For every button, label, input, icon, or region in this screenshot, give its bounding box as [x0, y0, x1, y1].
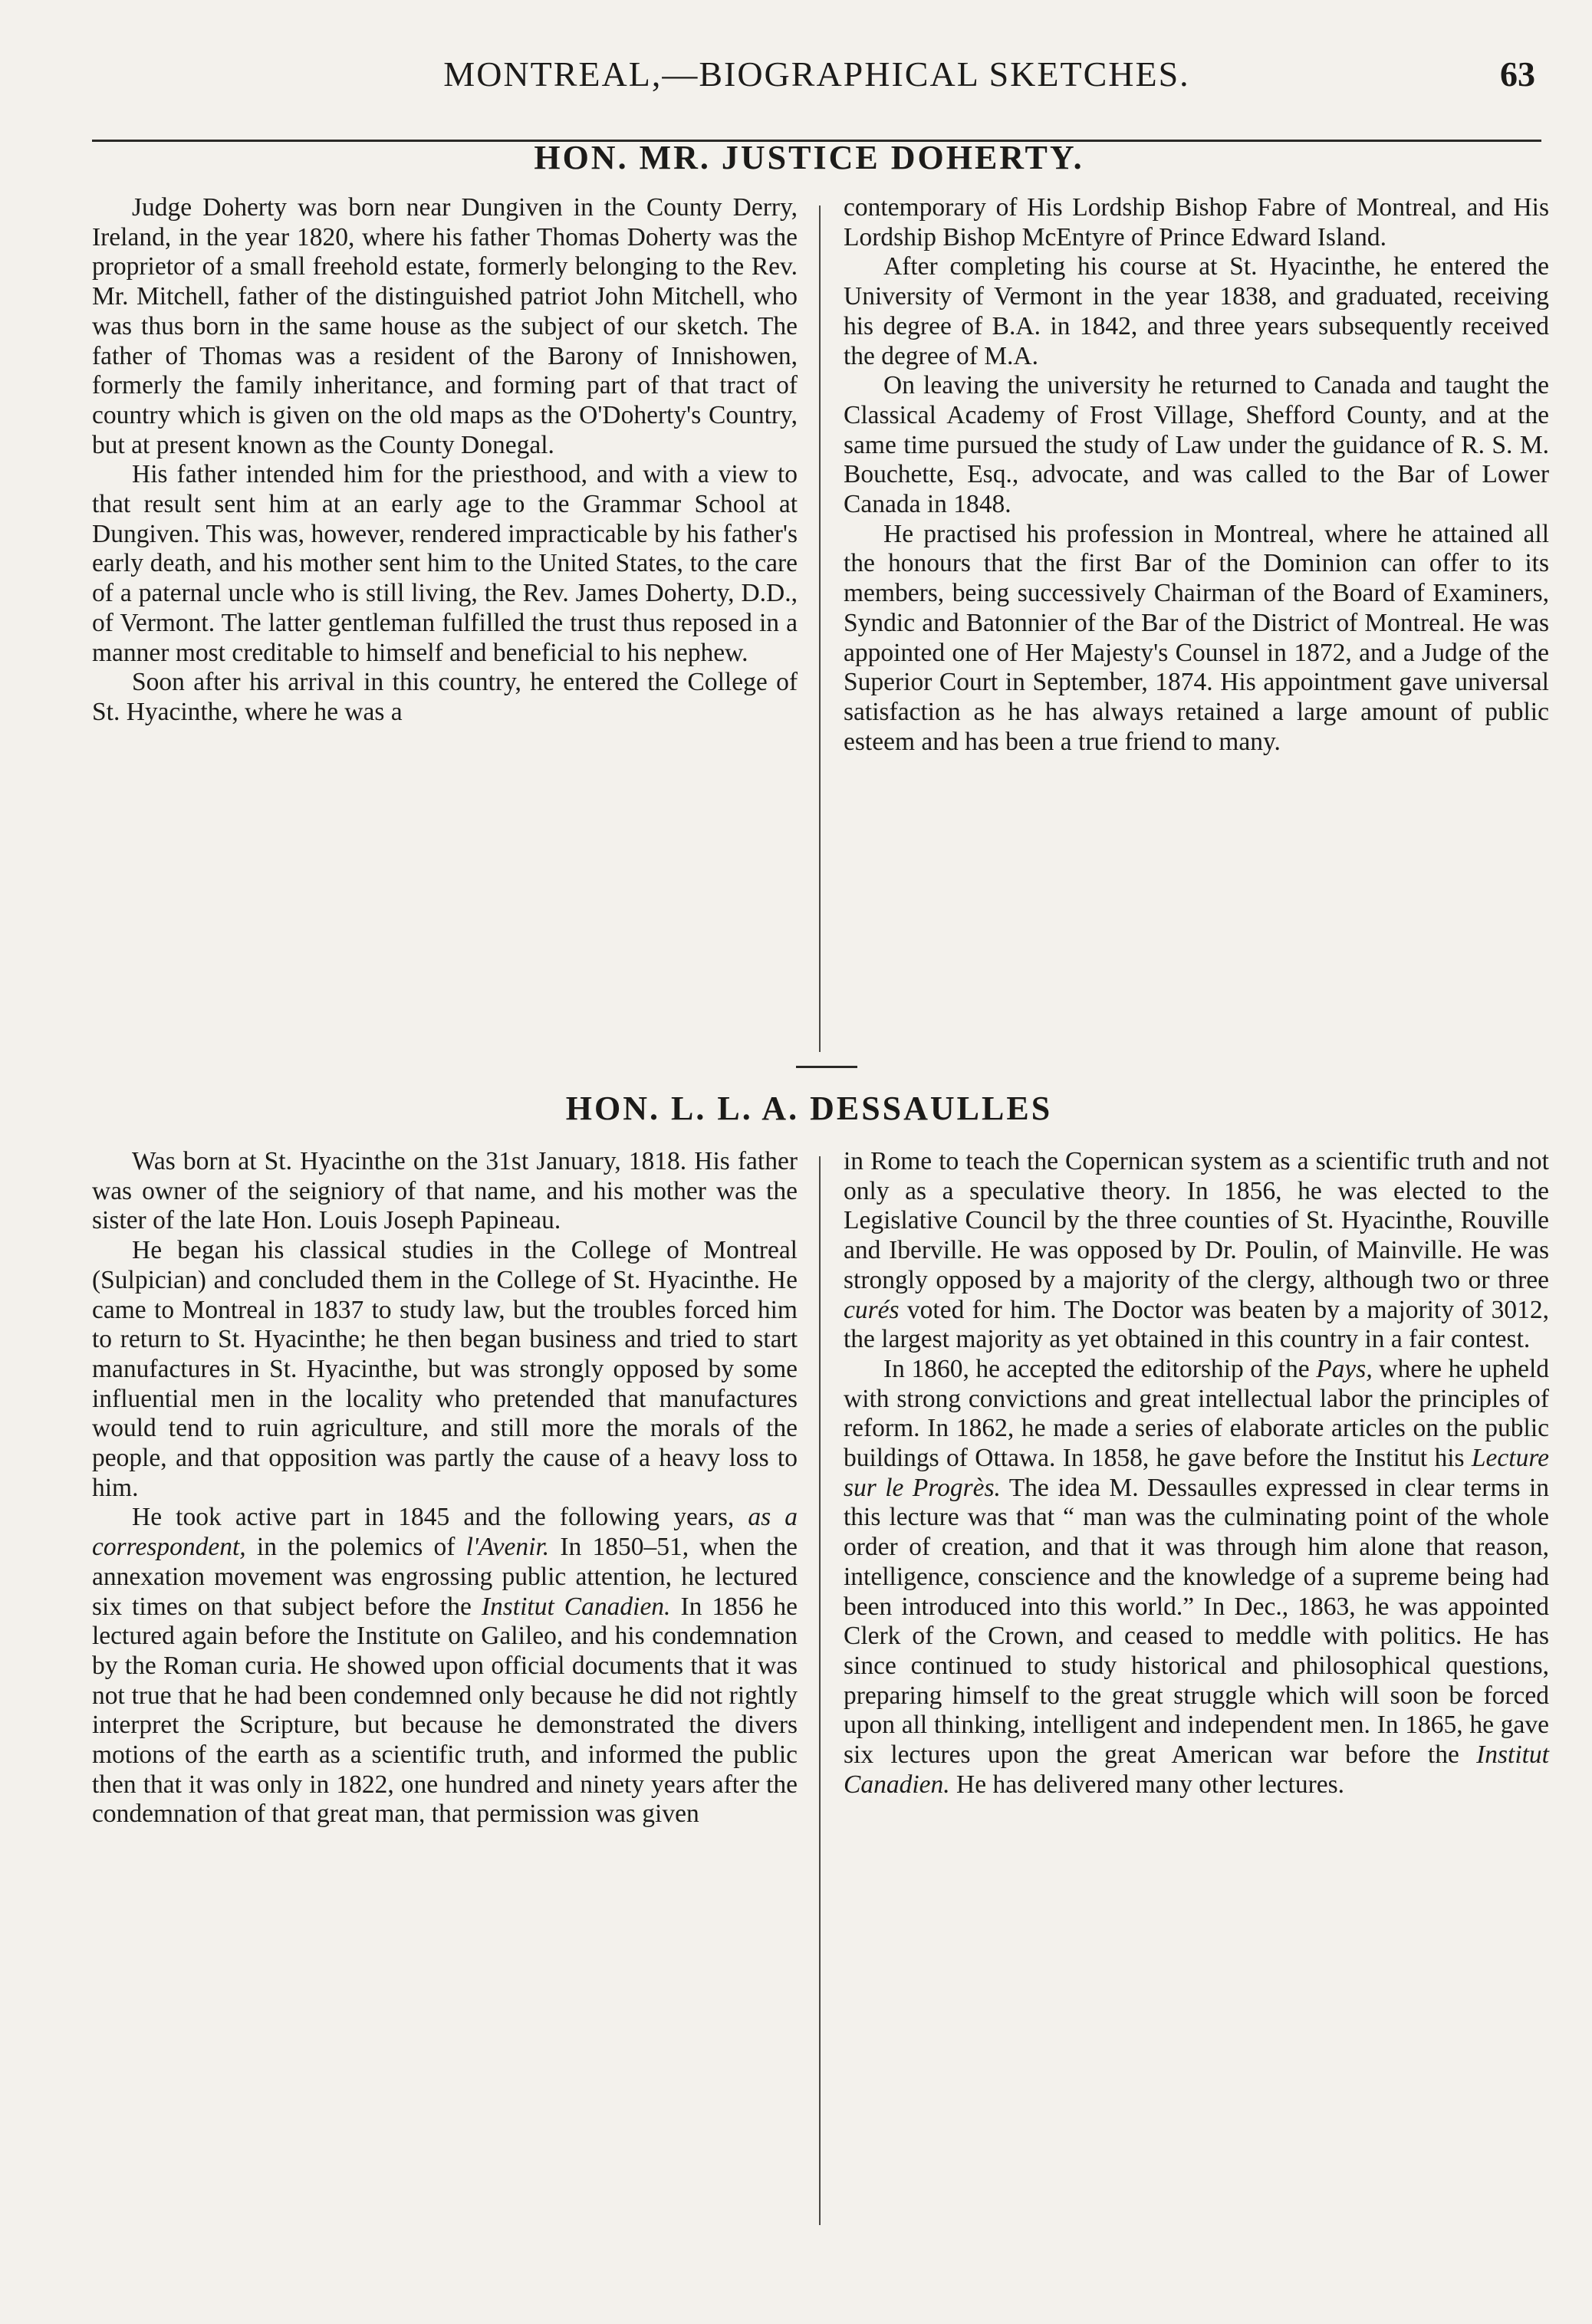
- italic-text: Institut Canadien.: [844, 1741, 1549, 1799]
- dessaulles-left-column: [92, 1147, 798, 1829]
- text-run: voted for him. The Doctor was beaten by a majority of 3012, the largest majority as yet obtained in this country in a fair contest.: [844, 1295, 1549, 1354]
- text-run: in Rome to teach the Copernican system as a scientific truth and not only as a speculative theory. In 1856, he was elected to the Legislative Council by the three counties of St. Hyacinthe, Rouville and Iberville. He was opposed by Dr. Poulin, of Mainville. He was strongly opposed by a majority of the clergy, although two or three: [844, 1147, 1549, 1294]
- paragraph: [844, 1355, 1549, 1800]
- doherty-left-column: [92, 193, 798, 728]
- page-header: [92, 48, 1541, 142]
- section-title-dessaulles: HON. L. L. A. DESSAULLES: [565, 1090, 1053, 1127]
- paragraph: contemporary of His Lordship Bishop Fabre of Montreal, and His Lordship Bishop McEntyre of Prince Edward Island.: [844, 193, 1549, 251]
- paragraph: On leaving the university he returned to Canada and taught the Classical Academy of Frost Village, Shefford County, and at the same time pursued the study of Law under the guidance of R. S. M. Bouchette, Esq., advocate, and was called to the Bar of Lower Canada in 1848.: [844, 371, 1549, 519]
- italic-text: l'Avenir.: [465, 1533, 550, 1562]
- text-run: In 1860, he accepted the editorship of the: [883, 1354, 1310, 1383]
- paragraph: [844, 1147, 1549, 1355]
- italic-text: Institut Canadien.: [481, 1592, 671, 1621]
- text-run: He has delivered many other lectures.: [956, 1770, 1345, 1799]
- italic-text: as a correspondent,: [92, 1503, 798, 1562]
- doherty-right-column: [844, 193, 1549, 757]
- column-divider: [819, 205, 821, 1052]
- italic-text: Lecture sur le Progrès.: [844, 1444, 1550, 1502]
- italic-text: curés: [844, 1295, 900, 1324]
- text-run: The idea M. Dessaulles expressed in clear terms in this lecture was that “ man was the culminating point of the whole order of creation, and that it was through him alone that reason, intelligence, conscience and the knowledge of a supreme being had been introduced into this world.” In Dec., 1863, he was appointed Clerk of the Crown, and ceased to meddle with politics. He has since continued to study historical and philosophical questions, preparing himself to the great struggle which will soon be forced upon all thinking, intelligent and independent men. In 1865, he gave six lectures upon the great American war before the: [844, 1473, 1550, 1770]
- page-number: 63: [1500, 54, 1535, 94]
- text-run: in the polemics of: [256, 1533, 456, 1562]
- paragraph: Was born at St. Hyacinthe on the 31st January, 1818. His father was owner of the seigniory of that name, and his mother was the sister of the late Hon. Louis Joseph Papineau.: [92, 1147, 798, 1235]
- section-title-doherty: HON. MR. JUSTICE DOHERTY.: [534, 139, 1084, 176]
- italic-text: Pays,: [1316, 1354, 1373, 1383]
- text-run: where he upheld with strong convictions and great intellectual labor the principles of reform. In 1862, he made a series of elaborate articles on the public buildings of Ottawa. In 1858, he gave before the Institut his: [844, 1354, 1550, 1473]
- paragraph: After completing his course at St. Hyacinthe, he entered the University of Vermont in the year 1838, and graduated, receiving his degree of B.A. in 1842, and three years subsequently received the degree of M.A.: [844, 252, 1549, 370]
- text-run: He took active part in 1845 and the following years,: [132, 1503, 735, 1532]
- column-divider: [819, 1156, 821, 2225]
- paragraph: Soon after his arrival in this country, he entered the College of St. Hyacinthe, where he was a: [92, 668, 798, 726]
- paragraph: He practised his profession in Montreal, where he attained all the honours that the first Bar of the Dominion can offer to its members, being successively Chairman of the Board of Examiners, Syndic and Batonnier of the Bar of the District of Montreal. He was appointed one of Her Majesty's Counsel in 1872, and a Judge of the Superior Court in September, 1874. His appointment gave universal satisfaction as he has always retained a large amount of public esteem and has been a true friend to many.: [844, 519, 1549, 756]
- dessaulles-right-column: [844, 1147, 1549, 1800]
- paragraph: Judge Doherty was born near Dungiven in the County Derry, Ireland, in the year 1820, where his father Thomas Doherty was the proprietor of a small freehold estate, formerly belonging to the Rev. Mr. Mitchell, father of the distinguished patriot John Mitchell, who was thus born in the same house as the subject of our sketch. The father of Thomas was a resident of the Barony of Innishowen, formerly the family inheritance, and forming part of that tract of country which is given on the old maps as the O'Doherty's Country, but at present known as the County Donegal.: [92, 193, 798, 459]
- paragraph: [92, 1503, 798, 1829]
- paragraph: He began his classical studies in the College of Montreal (Sulpician) and concluded them in the College of St. Hyacinthe. He came to Montreal in 1837 to study law, but the troubles forced him to return to St. Hyacinthe; he then began business and tried to start manufactures in St. Hyacinthe, but was strongly opposed by some influential men in the locality who pretended that manufactures would tend to ruin agriculture, and still more the morals of the people, and that opposition was partly the cause of a heavy loss to him.: [92, 1236, 798, 1502]
- paragraph: His father intended him for the priesthood, and with a view to that result sent him at an early age to the Grammar School at Dungiven. This was, however, rendered impracticable by his father's early death, and his mother sent him to the United States, to the care of a paternal uncle who is still living, the Rev. James Doherty, D.D., of Vermont. The latter gentleman fulfilled the trust thus reposed in a manner most creditable to himself and beneficial to his nephew.: [92, 460, 798, 667]
- text-run: In 1856 he lectured again before the Institute on Galileo, and his condemnation by the Roman curia. He showed upon official documents that it was not true that he had been condemned only because he did not rightly interpret the Scripture, but because he demonstrated the divers motions of the earth as a scientific truth, and informed the public then that it was only in 1822, one hundred and ninety years after the condemnation of that great man, that permission was given: [92, 1592, 798, 1829]
- section-separator: [796, 1066, 857, 1068]
- text-run: In 1850–51, when the annexation movement was engrossing public attention, he lectured six times on that subject before the: [92, 1533, 798, 1621]
- running-title: MONTREAL,—BIOGRAPHICAL SKETCHES.: [443, 54, 1190, 94]
